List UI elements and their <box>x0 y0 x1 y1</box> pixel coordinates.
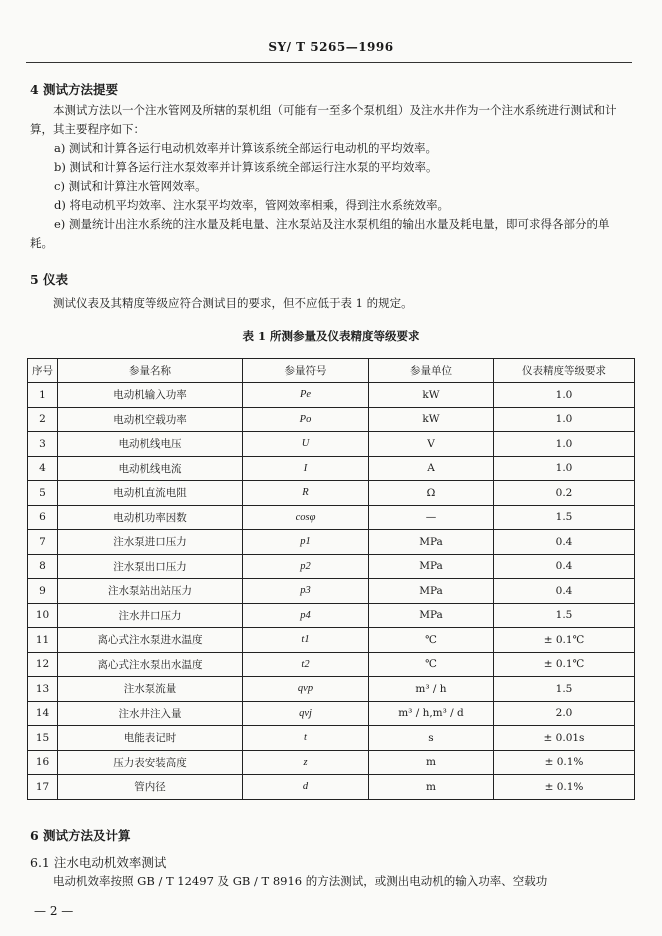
cell-name: 注水井口压力 <box>58 603 243 628</box>
header-unit: 参量单位 <box>369 359 494 383</box>
section-5-text: 测试仪表及其精度等级应符合测试目的要求，但不应低于表 1 的规定。 <box>53 296 413 310</box>
table-1-caption: 表 1 所测参量及仪表精度等级要求 <box>242 329 420 343</box>
list-item-c: c) 测试和计算注水管网效率。 <box>54 179 207 193</box>
table-row <box>28 456 635 481</box>
cell-name: 电动机线电压 <box>58 432 243 457</box>
cell-no: 3 <box>28 432 58 457</box>
cell-unit: — <box>369 505 494 530</box>
cell-unit: kW <box>369 383 494 408</box>
table-row <box>28 530 635 555</box>
cell-unit: ℃ <box>369 652 494 677</box>
cell-unit: m <box>369 750 494 775</box>
cell-requirement: 1.0 <box>494 383 635 408</box>
header-no: 序号 <box>28 359 58 383</box>
cell-no: 9 <box>28 579 58 604</box>
cell-no: 7 <box>28 530 58 555</box>
cell-name: 电能表记时 <box>58 726 243 751</box>
cell-no: 5 <box>28 481 58 506</box>
table-row <box>28 579 635 604</box>
page-number: — 2 — <box>34 904 74 918</box>
cell-symbol: qvj <box>243 701 369 726</box>
cell-unit: MPa <box>369 554 494 579</box>
cell-unit: MPa <box>369 603 494 628</box>
document-header: SY/ T 5265—1996 <box>268 40 394 54</box>
header-requirement: 仪表精度等级要求 <box>494 359 635 383</box>
cell-name: 注水泵进口压力 <box>58 530 243 555</box>
cell-requirement: ± 0.1% <box>494 775 635 800</box>
cell-name: 管内径 <box>58 775 243 800</box>
cell-name: 电动机功率因数 <box>58 505 243 530</box>
list-item-d: d) 将电动机平均效率、注水泵平均效率，管网效率相乘，得到注水系统效率。 <box>54 198 449 212</box>
cell-no: 8 <box>28 554 58 579</box>
cell-symbol: I <box>243 456 369 481</box>
cell-symbol: Po <box>243 407 369 432</box>
cell-name: 电动机空载功率 <box>58 407 243 432</box>
cell-requirement: 1.0 <box>494 456 635 481</box>
cell-name: 离心式注水泵进水温度 <box>58 628 243 653</box>
cell-name: 注水泵站出站压力 <box>58 579 243 604</box>
cell-no: 6 <box>28 505 58 530</box>
cell-requirement: ± 0.01s <box>494 726 635 751</box>
cell-name: 电动机输入功率 <box>58 383 243 408</box>
cell-requirement: 1.5 <box>494 603 635 628</box>
section-6-title: 6 测试方法及计算 <box>30 828 131 843</box>
table-header-row <box>28 359 635 383</box>
cell-symbol: R <box>243 481 369 506</box>
cell-name: 电动机直流电阻 <box>58 481 243 506</box>
cell-unit: MPa <box>369 530 494 555</box>
cell-symbol: p3 <box>243 579 369 604</box>
cell-name: 离心式注水泵出水温度 <box>58 652 243 677</box>
cell-requirement: ± 0.1℃ <box>494 652 635 677</box>
cell-no: 2 <box>28 407 58 432</box>
cell-name: 电动机线电流 <box>58 456 243 481</box>
table-row <box>28 677 635 702</box>
cell-no: 10 <box>28 603 58 628</box>
table-row <box>28 383 635 408</box>
header-divider <box>26 62 632 63</box>
cell-symbol: cosφ <box>243 505 369 530</box>
cell-name: 压力表安装高度 <box>58 750 243 775</box>
cell-no: 16 <box>28 750 58 775</box>
cell-unit: kW <box>369 407 494 432</box>
header-symbol: 参量符号 <box>243 359 369 383</box>
list-item-e: e) 测量统计出注水系统的注水量及耗电量、注水泵站及注水泵机组的输出水量及耗电量，即可求得各部分的单耗。 <box>30 217 610 250</box>
section-5-title: 5 仪表 <box>30 272 69 287</box>
cell-unit: Ω <box>369 481 494 506</box>
cell-symbol: qvp <box>243 677 369 702</box>
cell-symbol: p1 <box>243 530 369 555</box>
table-row <box>28 750 635 775</box>
cell-no: 17 <box>28 775 58 800</box>
table-row <box>28 628 635 653</box>
cell-symbol: t1 <box>243 628 369 653</box>
cell-name: 注水井注入量 <box>58 701 243 726</box>
table-row <box>28 726 635 751</box>
cell-no: 15 <box>28 726 58 751</box>
table-row <box>28 432 635 457</box>
cell-unit: m³ / h,m³ / d <box>369 701 494 726</box>
cell-requirement: 0.4 <box>494 530 635 555</box>
cell-requirement: 1.0 <box>494 432 635 457</box>
table-row <box>28 505 635 530</box>
cell-no: 12 <box>28 652 58 677</box>
cell-unit: s <box>369 726 494 751</box>
cell-symbol: z <box>243 750 369 775</box>
list-item-b: b) 测试和计算各运行注水泵效率并计算该系统全部运行注水泵的平均效率。 <box>54 160 438 174</box>
cell-name: 注水泵出口压力 <box>58 554 243 579</box>
cell-no: 11 <box>28 628 58 653</box>
cell-symbol: Pe <box>243 383 369 408</box>
cell-unit: ℃ <box>369 628 494 653</box>
cell-unit: m <box>369 775 494 800</box>
table-row <box>28 652 635 677</box>
cell-symbol: U <box>243 432 369 457</box>
cell-unit: m³ / h <box>369 677 494 702</box>
section-4-intro: 本测试方法以一个注水管网及所辖的泵机组（可能有一至多个泵机组）及注水井作为一个注水系统进行测试和计算，其主要程序如下： <box>30 103 617 136</box>
cell-requirement: 2.0 <box>494 701 635 726</box>
cell-symbol: t <box>243 726 369 751</box>
table-row <box>28 701 635 726</box>
cell-symbol: p2 <box>243 554 369 579</box>
section-4-title: 4 测试方法提要 <box>30 82 119 97</box>
table-row <box>28 481 635 506</box>
cell-no: 1 <box>28 383 58 408</box>
cell-name: 注水泵流量 <box>58 677 243 702</box>
cell-no: 4 <box>28 456 58 481</box>
table-row <box>28 407 635 432</box>
cell-symbol: p4 <box>243 603 369 628</box>
section-6-1-title: 6.1 注水电动机效率测试 <box>30 855 167 870</box>
cell-symbol: t2 <box>243 652 369 677</box>
cell-requirement: 0.4 <box>494 554 635 579</box>
cell-no: 13 <box>28 677 58 702</box>
cell-requirement: 1.0 <box>494 407 635 432</box>
cell-no: 14 <box>28 701 58 726</box>
cell-requirement: 0.2 <box>494 481 635 506</box>
cell-unit: MPa <box>369 579 494 604</box>
table-row <box>28 603 635 628</box>
cell-requirement: 0.4 <box>494 579 635 604</box>
cell-symbol: d <box>243 775 369 800</box>
cell-requirement: 1.5 <box>494 677 635 702</box>
cell-requirement: ± 0.1℃ <box>494 628 635 653</box>
cell-unit: V <box>369 432 494 457</box>
parameter-table <box>27 358 635 800</box>
cell-unit: A <box>369 456 494 481</box>
cell-requirement: ± 0.1% <box>494 750 635 775</box>
table-row <box>28 554 635 579</box>
table-row <box>28 775 635 800</box>
header-name: 参量名称 <box>58 359 243 383</box>
cell-requirement: 1.5 <box>494 505 635 530</box>
section-6-1-text: 电动机效率按照 GB / T 12497 及 GB / T 8916 的方法测试，或测出电动机的输入功率、空载功 <box>53 874 548 888</box>
list-item-a: a) 测试和计算各运行电动机效率并计算该系统全部运行电动机的平均效率。 <box>54 141 437 155</box>
